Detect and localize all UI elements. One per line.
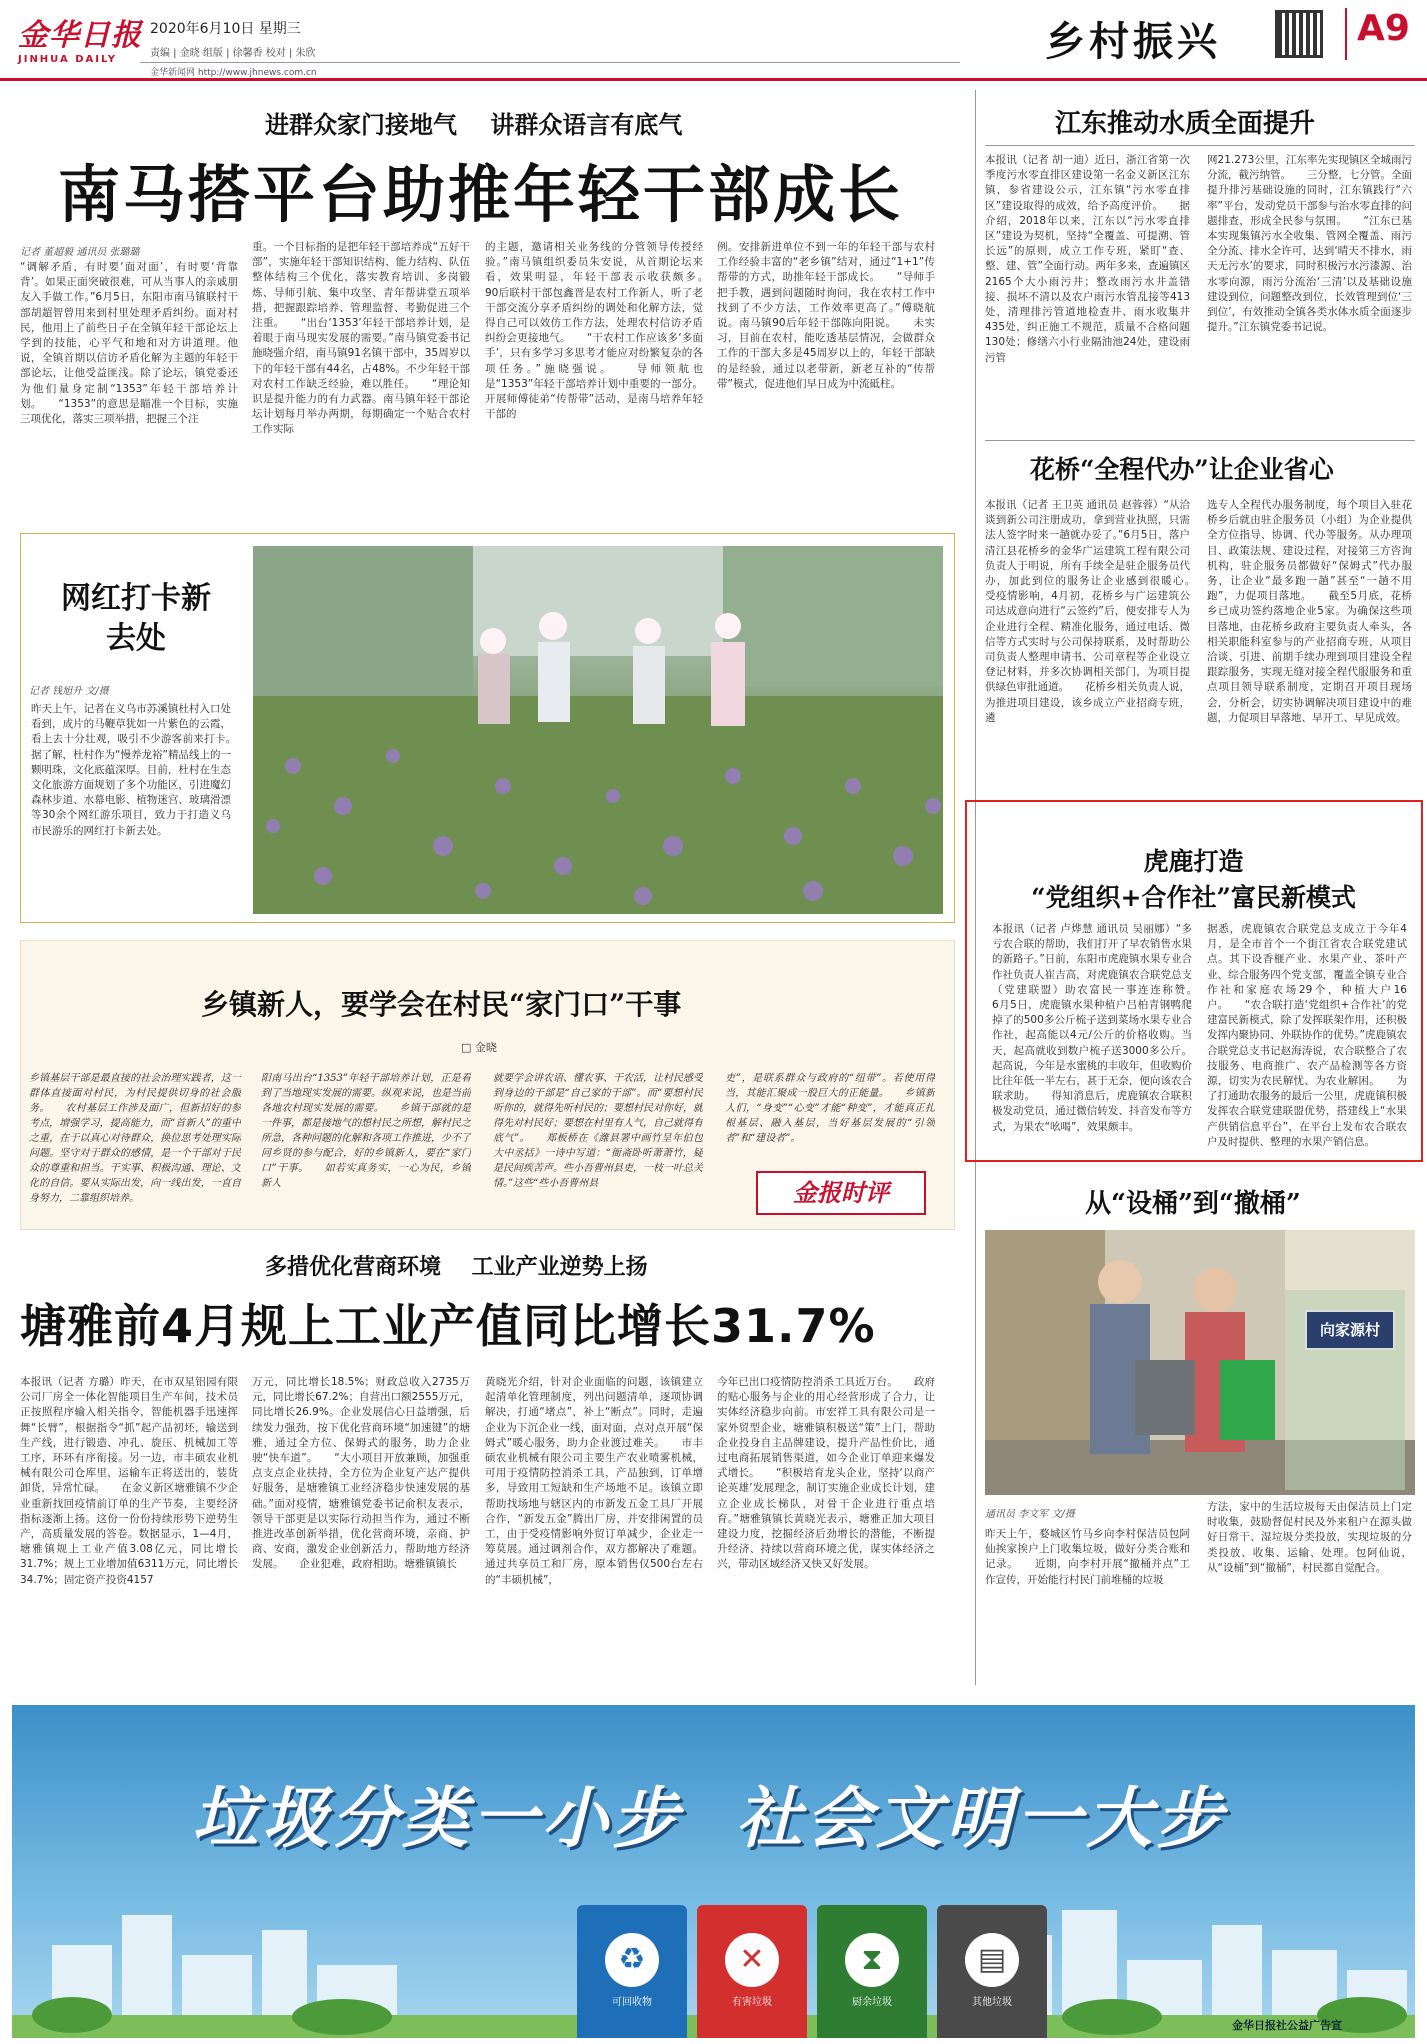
website[interactable]: 金华新闻网 http://www.jhnews.com.cn xyxy=(150,68,317,78)
commentary-badge-text: 金报时评 xyxy=(793,1178,889,1207)
lead-byline: 记者 董超毅 通讯员 张璐璐 xyxy=(20,247,140,258)
masthead-sub-rule xyxy=(140,62,960,63)
commentary-col-4: 吏”，是联系群众与政府的“纽带”。若使用得当，其能汇聚成一股巨大的正能量。 乡镇新人们，“身变”“心变”才能“种变”，才能真正扎根基层、融入基层，当好基层发展的“引领者”和“建设者”。 xyxy=(725,1073,935,1144)
photo-feature-text: 昨天上午，记者在义乌市苏溪镇杜村入口处看到，成片的马鞭草犹如一片紫色的云霞，看上去十分壮观，吸引不少游客前来打卡。 据了解，杜村作为“慢养龙裕”精品线上的一颗明珠，文化底蕴深厚。目前，杜村在生态文化旅游方面规划了多个功能区，引进魔幻森林步道、水幕电影、植物迷宫、玻璃滑漂等30余个网红游乐项目，致力于打造义乌市民游乐的网红打卡新去处。 xyxy=(31,703,231,837)
recycle-icon: ♻ xyxy=(605,1933,659,1987)
lead-col-3: 的主题，邀请相关业务线的分管领导传授经验。”南马镇组织委员朱安说，从首期论坛来看，效果明显，年轻干部表示收获颇多。 90后联村干部包鑫晋是农村工作新人，听了老干部交流分享矛盾纠纷的调处和化解方法，觉得自己可以效仿工作方法，处理农村信访矛盾纠纷会更接地气。 “干农村工作应该多‘多面手’，只有多学习多思考才能应对纷繁复杂的各项任务。”施晓强说。 导师领航也是“1353”年轻干部培养计划中重要的一部分。开展师傅徒弟“传帮带”活动，是南马培养年轻干部的 xyxy=(485,241,703,421)
section-title: 乡村振兴 xyxy=(1045,19,1221,65)
coop-title-line-1: 虎鹿打造 xyxy=(1143,847,1244,876)
water-rule xyxy=(985,145,1415,146)
village-sign xyxy=(1305,1310,1395,1350)
hazard-icon: ✕ xyxy=(725,1933,779,1987)
kitchen-waste-icon: ⧗ xyxy=(845,1933,899,1987)
industry-col-1: 本报讯（记者 方璐）昨天，在市双星铝园有限公司厂房全一体化智能项目生产车间，技术员正按照程序输入相关指令，智能机器手迅速挥舞“长臂”，根据指令“抓”起产品初坯，输送到生产线，进行锻造、冲孔、旋压、机械加工等工序，环环有序衔接。另一边，市丰硕农业机械有限公司仓库里，运输车正将送出的，装货卸货，异常忙碌。 在金义新区塘雅镇不少企业重新找回疫情前订单的生产节奏，主要经济指标逐渐上扬。这份一份份持续形势下逆势生产，高质量发展的答卷。数据显示，1—4月，塘雅镇规上工业产值3.08亿元，同比增长31.7%；规上工业增加值6311万元，同比增长34.7%；固定资产投资4157 xyxy=(20,1376,238,1586)
agency-col-1: 本报讯（记者 王卫英 通讯员 赵蓉蓉）“从洽谈到新公司注册成功，拿到营业执照，只需法人签字时来一趟就办妥了。”6月5日，落户清江县花桥乡的金华广运建筑工程有限公司负责人于明说，所有手续全是驻企服务员代办，加此到位的服务让企业感到很暖心。 受疫情影响，4月初，花桥乡与广运建筑公司达成意向进行“云签约”后，便安排专人为企业进行全程、精准化服务，通过电话、微信等方式实时与公司保持联系，及时帮助公司负责人整理申请书、公司章程等企业设立登记材料，并多次协调相关部门，为项目提供绿色审批通道。 花桥乡相关负责人说，为推进项目建设，该乡成立产业招商专班，遴 xyxy=(985,499,1190,724)
bin-kitchen xyxy=(817,1905,927,2038)
coop-col-1: 本报讯（记者 卢烨慧 通讯员 吴丽娜）“多亏农合联的帮助，我们打开了早农销售水果的新路子。”日前，东阳市虎鹿镇水果专业合作社负责人崔吉高，对虎鹿镇农合联党总支（党建联盟）助农富民一事连连称赞。 6月5日，虎鹿镇水果种植户吕柏青钢鸭爬掉了的500多公斤梳子送到菜场水果专业合作社，起高能以4元/公斤的价格收购。当天，起高就收到数户梳子送3000多公斤。起高说，今年是水蜜桃的丰收年，但收购价比往年低一半左右，甚于无奈，便向该农合联求助。 得知消息后，虎鹿镇农合联积极发动党员，通过微信转发、抖音发布等方式，为果农“吆喝”，效果颇丰。 xyxy=(992,923,1192,1133)
banner-slogan: 垃圾分类一小步 社会文明一大步 xyxy=(192,1780,1226,1857)
qr-code-icon xyxy=(1275,10,1323,58)
agency-col-2: 选专人全程代办服务制度，每个项目入驻花桥乡后就由驻企服务员（小组）为企业提供全方位指导、协调、代办等服务。从办理项目、政策法规、建设过程，对接第三方咨询机构，驻企服务员都做好“保姆式”代办服务，让企业“最多跑一趟”甚至“一趟不用跑”，力促项目落地。 截至5月底，花桥乡已成功签约落地企业5家。为确保这些项目落地，由花桥乡政府主要负责人牵头，各相关职能科室参与的产业招商专班，从项目洽谈、引进、前期手续办理到项目建设全程跟踪服务，实现无缝对接全程代服服务和重点项目领导联系制度，定期召开项目现场会，分析会，切实协调解决项目建设中的难题，力促项目早落地、早开工、早见成效。 xyxy=(1207,499,1412,724)
masthead xyxy=(0,0,1427,80)
commentary-badge xyxy=(756,1171,926,1215)
bin-kitchen-label: 厨余垃圾 xyxy=(852,1997,892,2008)
water-col-1: 本报讯（记者 胡一迪）近日，浙江省第一次季度污水零直排区建设第一名金义新区江东镇，参省建设公示，江东镇“污水零直排区”建设取得的成效，给予高度评价。 据介绍，2018年以来，江东以“污水零直排区”建设为契机，坚持“全覆盖、可提溯、管长远”的原则，成立工作专班，紧盯“查、整、建、管”全面行动。两年多来，查遍镇区2165个大小雨污井；整改雨污水井盖错接、损坏不清以及农户雨污水管乱接等413处，清理排污管道地检查井、雨水收集井435处，纠正施工不规范，质量不合格问题130处；修缮六小行业隔油池24处，建设雨污管 xyxy=(985,154,1190,364)
photo-feature xyxy=(20,533,955,923)
garbage-photo xyxy=(985,1230,1415,1495)
water-col-2: 网21.273公里，江东率先实现镇区全城雨污分流，截污纳管。 三分整，七分管。全面提升排污基础设施的同时，江东镇践行“六率”平台，发动党员干部参与治水零直排的问题排查，形成全民参与氛围。 “江东已基本实现集镇污水全收集、管网全覆盖、雨污全分流、排水全许可，达到‘晴天不排水，雨天无污水’的要求，同时积极污水污漆源、治水零向源，雨污分流治‘三清’以及基础设施建设到位，问题整改到位，长效管理到位‘三到位’，有效推动全镇各类水体水质全面逐步提升。”江东镇党委书记说。 xyxy=(1207,154,1412,334)
verbena-field-illustration xyxy=(253,546,943,914)
lead-article xyxy=(20,95,965,520)
commentary-col-2: 阳南马出台“1353”年轻干部培养计划，正是看到了当地现实发展的需要。纵观来说，也是当前各地农村现实发展的需要。 乡镇干部就的是一件事，都是接地气的想村民之所想，解村民之所急，各种问题的化解和各项工作推进，少不了同乡贤的参与配合，好的乡镇新人，要在“家门口”干事。 如若实真务实，一心为民，乡镇新人 xyxy=(261,1073,471,1189)
lead-headline: 南马搭平台助推年轻干部成长 xyxy=(58,158,904,231)
other-waste-icon: ▤ xyxy=(965,1933,1019,1987)
water-title: 江东推动水质全面提升 xyxy=(1055,109,1316,139)
garbage-title: 从“设桶”到“撤桶” xyxy=(1085,1189,1301,1219)
lead-kicker: 进群众家门接地气 讲群众语言有底气 xyxy=(265,111,683,139)
bin-hazardous xyxy=(697,1905,807,2038)
coop-col-2: 据悉，虎鹿镇农合联党总支成立于今年4月，是全市首个一个街江省农合联党建试点。其下设香榧产业、水果产业、茶叶产业、综合服务四个党支部，覆盖全镇专业合作社和家庭农场29个，种植大户16户。 “农合联打造‘党组织+合作社’的党建富民新模式，除了发挥联架作用，还积极发挥内聚协同、外联协作的优势。”虎鹿镇农合联党总支书记赵海涛说，农合联整合了农技服务、电商推广、农产品检测等各方资源，切实为农民解忧、为农业解困。 为了打通助农服务的最后一公里，虎鹿镇积极发挥农合联党建联盟优势，搭建线上“水果产供销信息平台”，在平台上发布农合联农户及时提供、整理的水果产销信息。 xyxy=(1207,923,1407,1148)
verbena-photo xyxy=(253,546,943,914)
bin-other-label: 其他垃圾 xyxy=(972,1997,1012,2008)
garbage-byline: 通讯员 李文军 文/摄 xyxy=(985,1509,1075,1520)
lead-col-2: 重。一个目标指的是把年轻干部培养成“五好干部”，实施年轻干部知识结构、能力结构、队伍整体结构三个优化，落实教育培训、多岗锻炼、导师引航、集中攻坚、青年帮讲堂五项举措，把握跟踪培养、管理监督、考勤促进三个注重。 “出台‘1353’年轻干部培养计划，是着眼于南马现实发展的需要。”南马镇党委书记施晓强介绍，南马镇91名镇干部中，35周岁以下的年轻干部有44名，占48%。不少年轻干部对农村工作缺乏经验，难以胜任。 “理论知识是提升能力的有力武器。南马镇年轻干部论坛计划每月举办两期，每期确定一个贴合农村工作实际 xyxy=(252,241,470,436)
industry-col-3: 黄晓光介绍，针对企业面临的问题，该镇建立起清单化管理制度，列出问题清单，逐项协调解决，打通“堵点”，补上“断点”。同时，走遍企业为下沉企业一线，面对面，点对点开展“保姆式”暖心服务，助力企业渡过难关。 市丰硕农业机械有限公司主要生产农业喷雾机械，可用于疫情防控消杀工具，产品独到，订单增多，导致用工短缺和生产场地不足。该镇立即帮助找场地与辖区内的市新发五金工具厂开展合作，“新发五金”腾出厂房，并安排闲置的员工，由于受疫情影响外贸订单减少，企业走一筹莫展。通过调剂合作，双方都解决了难题。通过共享员工和厂房，原本销售仅500台左右的“丰硕机械”， xyxy=(485,1376,703,1586)
commentary-col-3: 就要学会讲农语、懂农事、干农活，让村民感受到身边的干部是“自己家的干部”。而“要想村民听你的，就得先听村民的；要想村民对你好，就得先对村民好；要想在村里有人气，自己就得有底气”。 郑板桥在《潍县署中画竹呈年伯包大中丞括》一诗中写道：“衙斋卧听萧萧竹，疑是民间疾苦声。些小吾曹州县吏，一枝一叶总关情。”这些“些小吾曹州县 xyxy=(493,1073,703,1189)
lead-col-1: “调解矛盾，有时要‘面对面’，有时要‘背靠背’。如果正面突破很难，可从当事人的亲戚朋友入手做工作。”6月5日，东阳市南马镇联村干部胡超智曾用来到村里处理矛盾纠纷。面对村民，他用上了前些日子在全镇年轻干部论坛上学到的技能，心平气和地和对方讲道理。他说，全镇首期以信访矛盾化解为主题的年轻干部论坛，让他受益匪浅。除了论坛，镇党委还为他们量身定制“1353”年轻干部培养计划。 “1353”的意思是瞄准一个目标，实施三项优化，落实三项举措，把握三个注 xyxy=(20,261,238,426)
bin-other xyxy=(937,1905,1047,2038)
editors: 责编 | 金晓 组版 | 徐馨香 校对 | 朱欣 xyxy=(150,48,316,59)
industry-col-2: 万元，同比增长18.5%；财政总收入2735万元，同比增长67.2%；自营出口额2555万元，同比增长26.9%。企业发展信心日益增强，后续发力强劲，按下优化营商环境“加速键”的塘雅，通过全方位、保姆式的服务，助力企业驶“快车道”。 “大小项目开放兼顾，加强重点支点企业扶持，全方位为企业复产达产提供好服务，是塘雅镇工业经济稳步快速发展的基础。”面对疫情，塘雅镇党委书记俞积友表示，领导干部更是以实际行动担当作为，通过不断推进改革创新举措，优化营商环境，亲商、护商、安商，激发企业创新活力，帮助地方经济发展。 企业犯难，政府相助。塘雅镇镇长 xyxy=(252,1376,470,1571)
photo-feature-title xyxy=(41,579,231,659)
bin-hazardous-label: 有害垃圾 xyxy=(732,1997,772,2008)
garbage-col-2: 方法，家中的生活垃圾每天由保洁员上门定时收集，鼓励督促村民及外来租户在源头做好日常干、湿垃圾分类投放，实现垃圾的分类投放、收集、运输、处理。包阿仙说，从“设桶”到“撤桶”，村民都自觉配合。 xyxy=(1207,1501,1412,1574)
garbage-article xyxy=(985,1175,1415,1680)
page-number: A9 xyxy=(1357,8,1410,49)
page-number-badge xyxy=(1345,8,1415,60)
garbage-col-1: 昨天上午，婺城区竹马乡向李村保洁员包阿仙挨家挨户上门收集垃圾，做好分类合账和记录。 近期，向李村开展“撤桶并点”工作宣传，开始能行村民门前堆桶的垃圾 xyxy=(985,1528,1190,1586)
public-service-banner xyxy=(12,1705,1415,2038)
masthead-rule xyxy=(0,78,1427,81)
industry-article xyxy=(20,1250,965,1680)
commentary-article xyxy=(20,940,955,1230)
industry-headline: 塘雅前4月规上工业产值同比增长31.7% xyxy=(20,1299,876,1353)
coop-title-line-2: “党组织+合作社”富民新模式 xyxy=(1031,883,1356,912)
water-article xyxy=(985,95,1415,430)
agency-article xyxy=(985,440,1415,795)
logo-english: JINHUA DAILY xyxy=(18,54,118,65)
photo-feature-byline: 记者 钱旭升 文/摄 xyxy=(29,686,109,697)
commentary-author: □ 金晓 xyxy=(461,1041,497,1054)
industry-col-4: 今年已出口疫情防控消杀工具近万台。 政府的贴心服务与企业的用心经营形成了合力，让实体经济稳步向前。市宏祥工具有限公司是一家外贸型企业，塘雅镇积极送“策”上门，帮助企业投身自主品牌建设，提升产品性价比，通过电商拓展销售渠道，如今企业订单迎来爆发式增长。 “积极培育龙头企业，坚持‘以商产论英雄’发展理念，制订实施企业成长计划，建立企业成长梯队，对骨干企业进行重点培育。”塘雅镇镇长黄晓光表示，塘雅正加大项目建设力度，挖掘经济后劲增长的潜能，不断提升经济、持续以营商环境之优，谋实体经济之兴，带动区域经济又快又好发展。 xyxy=(717,1376,935,1571)
village-sign-text: 向家源村 xyxy=(1319,1321,1380,1339)
banner-credit: 金华日报社公益广告宣 xyxy=(1232,2019,1342,2032)
logo xyxy=(18,10,158,65)
agency-top-rule xyxy=(985,440,1415,441)
agency-title: 花桥“全程代办”让企业省心 xyxy=(1030,455,1334,484)
commentary-title: 乡镇新人，要学会在村民“家门口”干事 xyxy=(201,988,682,1021)
coop-article xyxy=(965,800,1423,1162)
bin-recyclable-label: 可回收物 xyxy=(612,1997,652,2008)
garbage-photo-illustration xyxy=(985,1230,1415,1495)
issue-date: 2020年6月10日 星期三 xyxy=(150,21,301,37)
logo-text: 金华日报 xyxy=(18,18,142,53)
lead-col-4: 例。安排新进单位不到一年的年轻干部与农村工作经验丰富的“老乡镇”结对，通过“1+1”传帮带的方式，助推年轻干部成长。 “导师手把手教，遇到问题随时询问，我在农村工作中找到了不少方法，工作效率更高了。”傅晓航说。南马镇90后年轻干部陈向阳说。 未实习，目前在农村，能吃透基层情况，会做群众工作的干部大多是45周岁以上的，年轻干部缺的是经验，通过以老带新，新老互补的“传帮带”模式，促进他们早日成为中流砥柱。 xyxy=(717,241,935,390)
bin-recyclable xyxy=(577,1905,687,2038)
industry-kicker: 多措优化营商环境 工业产业逆势上扬 xyxy=(265,1255,648,1280)
photo-feature-title-text: 网红打卡新去处 xyxy=(61,581,211,656)
commentary-col-1: 乡镇基层干部是最直接的社会治理实践者，这一群体直接面对村民，为村民提供切身的社会服务。 农村基层工作涉及面广，但新招好的参考点，增强学习，提高能力，而“首新人”的重中之重，在于以真心对待群众，换位思考处理实际问题。坚守对于群众的感情，是一个干部对于民众的尊重和担当。干实事、积极沟通、理论、文化的自信。要从实际出发，向一线出发，一直自身努力，二靠组织培养。 xyxy=(29,1073,241,1204)
